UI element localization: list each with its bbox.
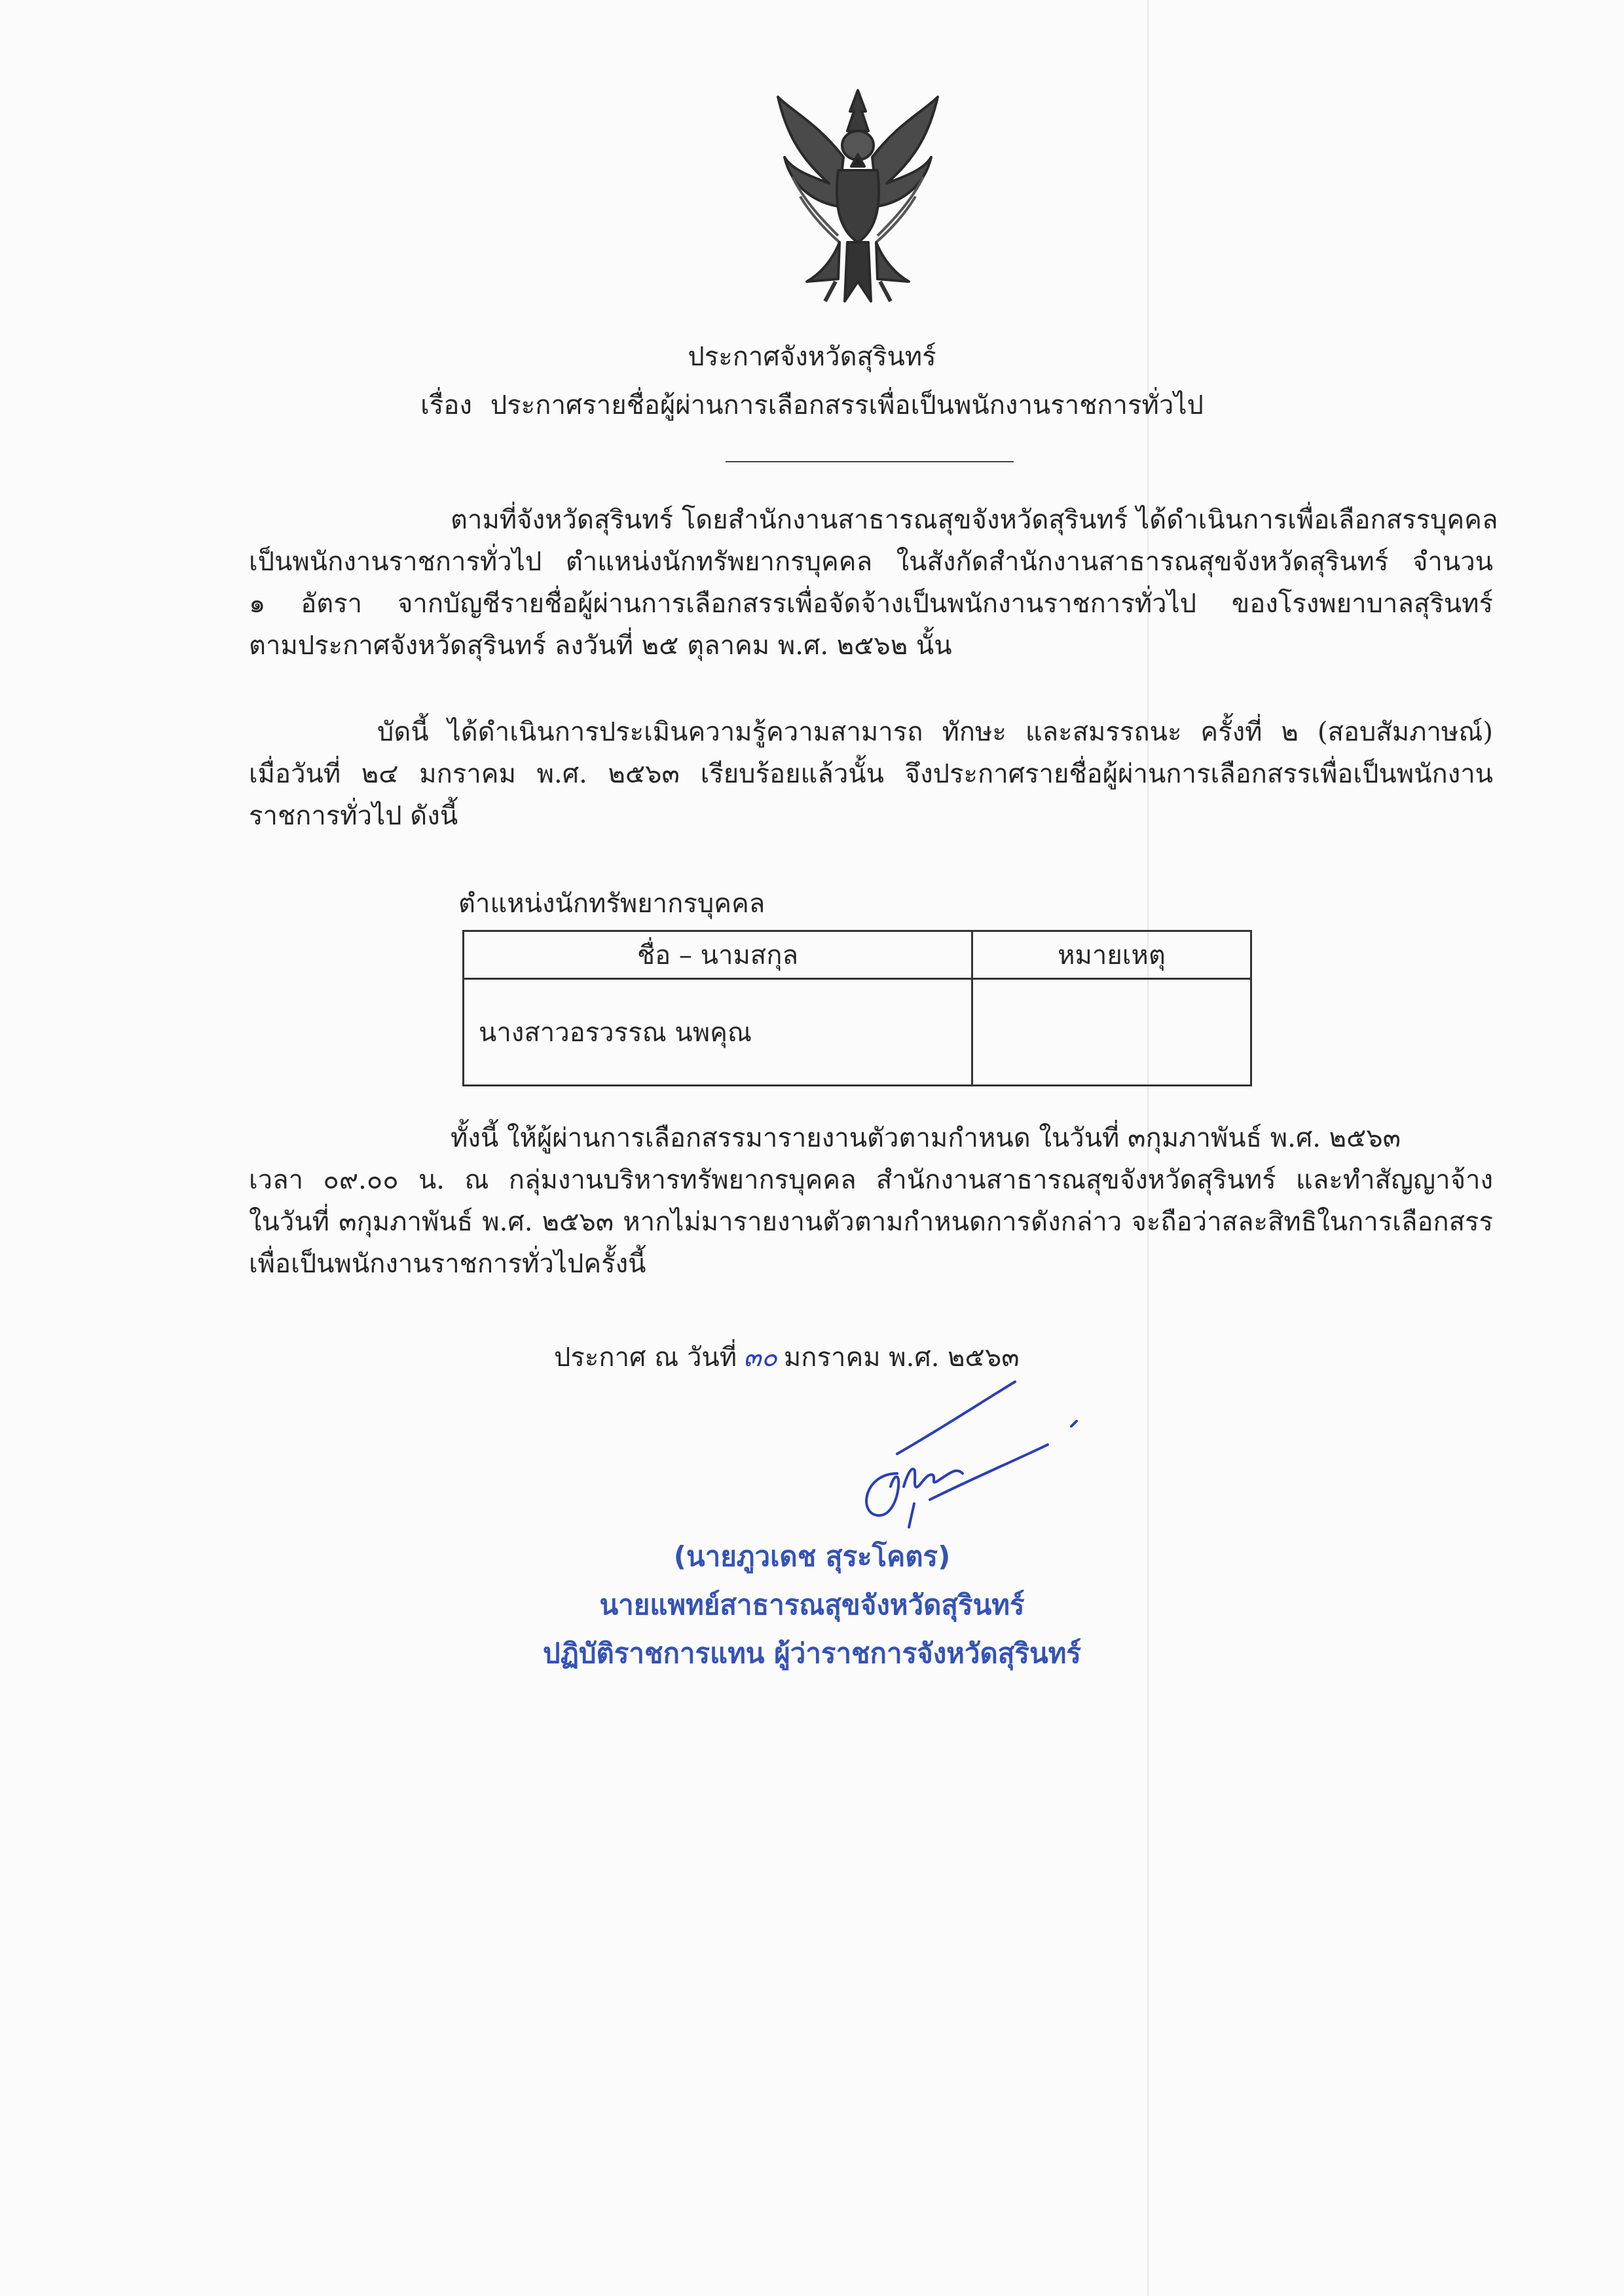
paragraph-3-line-4: เพื่อเป็นพนักงานราชการทั่วไปครั้งนี้ xyxy=(249,1249,646,1279)
paragraph-2-line-1: บัดนี้ ได้ดำเนินการประเมินความรู้ความสามารถ ทักษะ และสมรรถนะ ครั้งที่ ๒ (สอบสัมภาษณ์) xyxy=(377,717,1493,747)
position-label: ตำแหน่งนักทรัพยากรบุคคล xyxy=(458,889,766,919)
paragraph-3-line-3: ในวันที่ ๓กุมภาพันธ์ พ.ศ. ๒๕๖๓ หากไม่มารายงานตัวตามกำหนดการดังกล่าว จะถือว่าสละสิทธิในการเลือกสรร xyxy=(249,1207,1493,1237)
paragraph-3-line-1: ทั้งนี้ ให้ผู้ผ่านการเลือกสรรมารายงานตัวตามกำหนด ในวันที่ ๓กุมภาพันธ์ พ.ศ. ๒๕๖๓ xyxy=(451,1123,1401,1153)
signatory-acting: ปฏิบัติราชการแทน ผู้ว่าราชการจังหวัดสุรินทร์ xyxy=(543,1637,1081,1669)
document-title: ประกาศจังหวัดสุรินทร์ xyxy=(688,342,936,372)
paragraph-2-line-3: ราชการทั่วไป ดังนี้ xyxy=(249,801,458,831)
paragraph-2-line-2: เมื่อวันที่ ๒๔ มกราคม พ.ศ. ๒๕๖๓ เรียบร้อยแล้วนั้น จึงประกาศรายชื่อผู้ผ่านการเลือกสรรเพื่อเป็นพนักงาน xyxy=(249,759,1493,789)
table-header-row xyxy=(464,931,1251,979)
subject-text: ประกาศรายชื่อผู้ผ่านการเลือกสรรเพื่อเป็นพนักงานราชการทั่วไป xyxy=(490,390,1204,420)
cell-note xyxy=(972,979,1251,1086)
date-suffix: มกราคม พ.ศ. ๒๕๖๓ xyxy=(783,1342,1020,1373)
handwritten-signature xyxy=(851,1375,1087,1546)
subject-label: เรื่อง xyxy=(420,390,472,420)
paragraph-1-line-1: ตามที่จังหวัดสุรินทร์ โดยสำนักงานสาธารณสุขจังหวัดสุรินทร์ ได้ดำเนินการเพื่อเลือกสรรบุคคล xyxy=(451,505,1498,535)
handwritten-day: ๓๐ xyxy=(743,1342,777,1373)
document-subject xyxy=(0,384,1624,426)
signatory-name: (นายภูวเดช สุระโคตร) xyxy=(673,1540,951,1572)
column-header-name: ชื่อ – นามสกุล xyxy=(464,931,972,979)
paragraph-1-line-3: ๑ อัตรา จากบัญชีรายชื่อผู้ผ่านการเลือกสรรเพื่อจัดจ้างเป็นพนักงานราชการทั่วไป ของโรงพยาบาลสุรินทร์ xyxy=(249,589,1493,619)
title-divider xyxy=(726,461,1014,462)
paragraph-1-line-2: เป็นพนักงานราชการทั่วไป ตำแหน่งนักทรัพยากรบุคคล ในสังกัดสำนักงานสาธารณสุขจังหวัดสุรินทร์ จำนวน xyxy=(249,547,1493,577)
signatory-title: นายแพทย์สาธารณสุขจังหวัดสุรินทร์ xyxy=(599,1589,1025,1621)
table-row xyxy=(464,979,1251,1086)
announcement-date xyxy=(554,1336,1020,1378)
garuda-emblem xyxy=(766,85,950,314)
paragraph-3-line-2: เวลา ๐๙.๐๐ น. ณ กลุ่มงานบริหารทรัพยากรบุคคล สำนักงานสาธารณสุขจังหวัดสุรินทร์ และทำสัญญาจ้าง xyxy=(249,1165,1493,1195)
cell-name: นางสาวอรวรรณ นพคุณ xyxy=(464,979,972,1086)
date-prefix: ประกาศ ณ วันที่ xyxy=(554,1342,737,1373)
paragraph-1-line-4: ตามประกาศจังหวัดสุรินทร์ ลงวันที่ ๒๕ ตุลาคม พ.ศ. ๒๕๖๒ นั้น xyxy=(249,631,952,661)
roster-table xyxy=(462,930,1252,1086)
column-header-note: หมายเหตุ xyxy=(972,931,1251,979)
